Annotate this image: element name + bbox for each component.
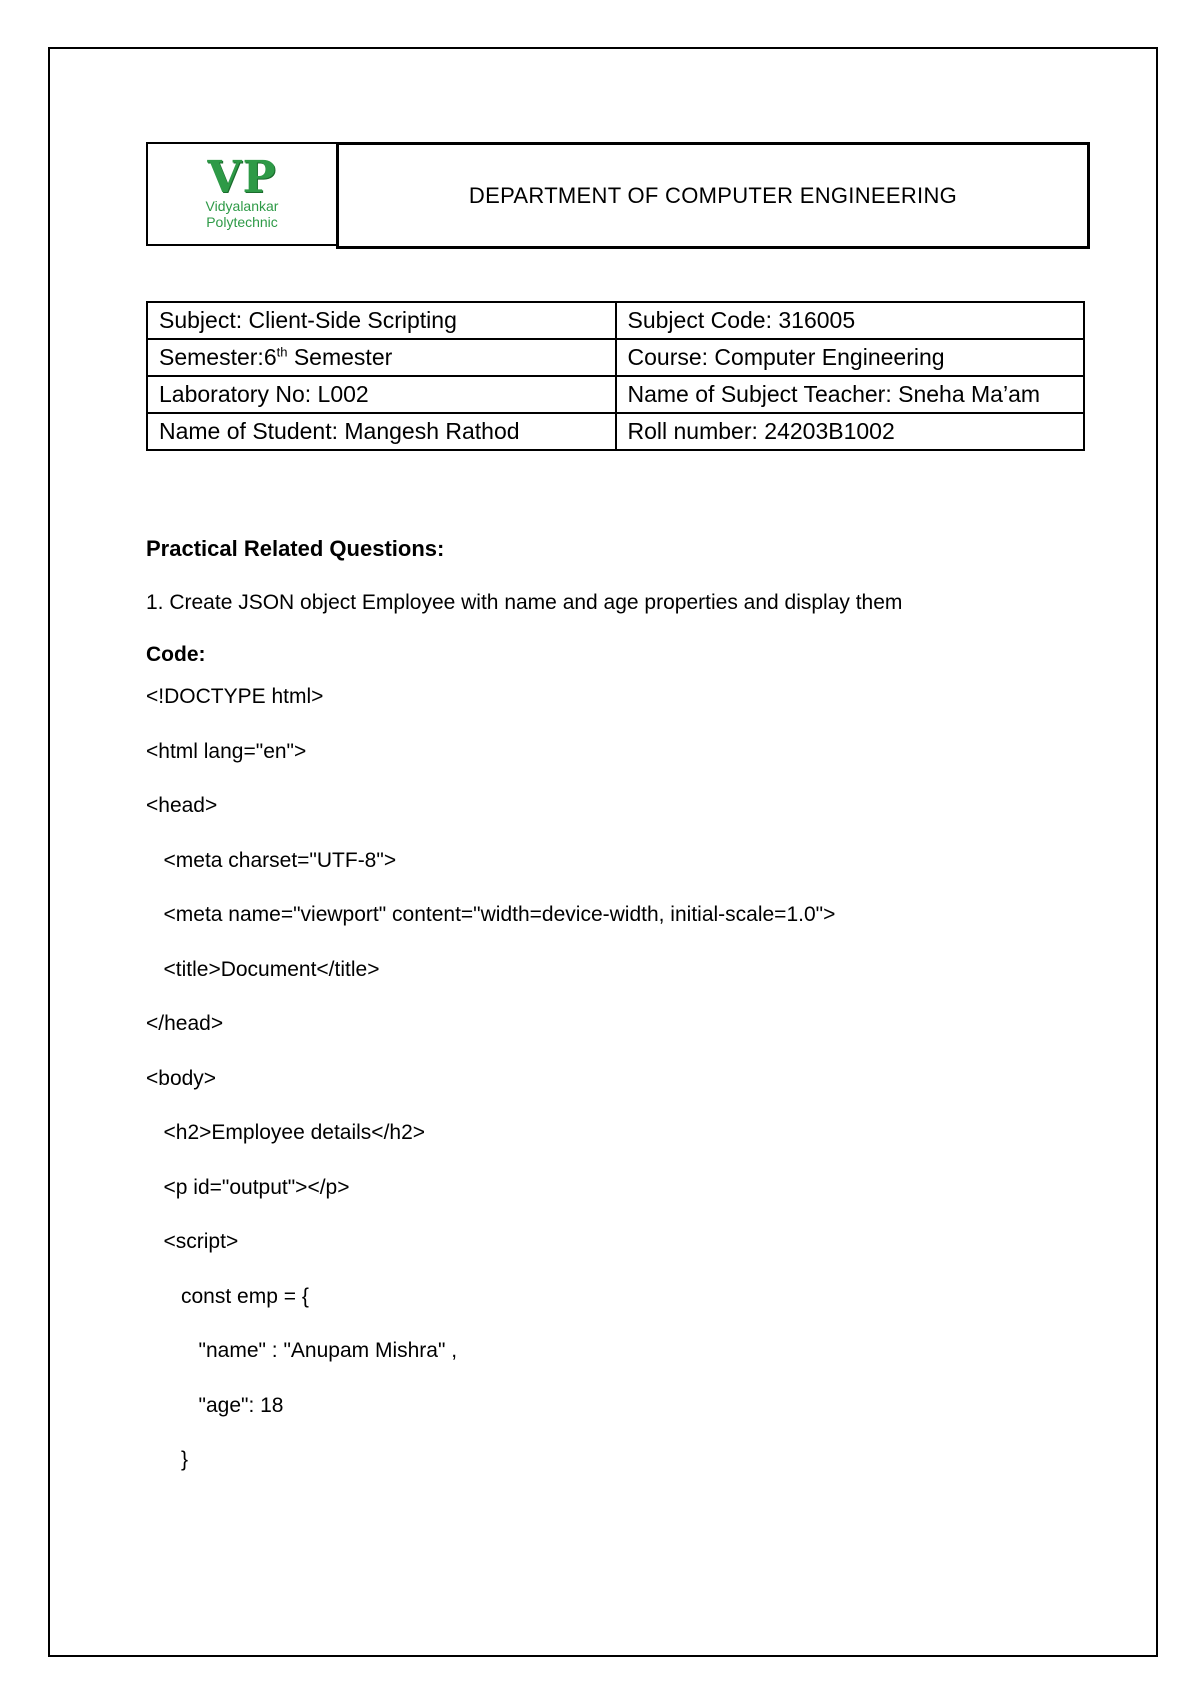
table-row: [147, 376, 1084, 413]
document-header: [146, 142, 1090, 250]
code-line: <script>: [146, 1230, 239, 1253]
code-line: "name" : "Anupam Mishra" ,: [146, 1339, 458, 1362]
question-text: 1. Create JSON object Employee with name and age properties and display them: [146, 591, 903, 614]
code-line: <html lang="en">: [146, 739, 307, 763]
code-line: <head>: [146, 794, 218, 817]
code-line: <body>: [146, 1066, 217, 1090]
code-line: }: [146, 1448, 189, 1471]
semester-prefix: Semester:6: [159, 344, 277, 370]
roll-cell: Roll number: 24203B1002: [616, 413, 1085, 450]
section-heading: Practical Related Questions:: [146, 536, 445, 561]
course-cell: Course: Computer Engineering: [616, 339, 1085, 376]
code-line: <p id="output"></p>: [146, 1175, 350, 1199]
subject-cell: Subject: Client-Side Scripting: [147, 302, 616, 339]
code-line: <meta name="viewport" content="width=device-width, initial-scale=1.0">: [146, 903, 836, 926]
institution-logo: [146, 142, 338, 246]
code-line: <h2>Employee details</h2>: [146, 1121, 426, 1144]
table-row: [147, 413, 1084, 450]
department-title: DEPARTMENT OF COMPUTER ENGINEERING: [468, 182, 958, 208]
code-line: "age": 18: [146, 1393, 284, 1417]
code-line: <meta charset="UTF-8">: [146, 848, 397, 872]
main-content: [146, 532, 1106, 1488]
subject-code-cell: Subject Code: 316005: [616, 302, 1085, 339]
student-cell: Name of Student: Mangesh Rathod: [147, 413, 616, 450]
logo-text-line1: Vidyalankar: [205, 198, 279, 214]
logo-mark: VP: [207, 152, 277, 203]
semester-cell: [147, 339, 616, 376]
lab-cell: Laboratory No: L002: [147, 376, 616, 413]
logo-text-line2: Polytechnic: [206, 214, 278, 230]
table-row: [147, 302, 1084, 339]
code-line: const emp = {: [146, 1284, 309, 1308]
info-table: [146, 301, 1085, 451]
code-label: Code:: [146, 643, 206, 666]
semester-superscript: th: [276, 344, 288, 360]
department-box: [336, 142, 1090, 249]
code-line: </head>: [146, 1012, 224, 1035]
code-listing: [146, 670, 1106, 1488]
code-line: <!DOCTYPE html>: [146, 685, 324, 708]
table-row: [147, 339, 1084, 376]
code-line: <title>Document</title>: [146, 957, 380, 981]
semester-suffix: Semester: [287, 344, 393, 370]
teacher-cell: Name of Subject Teacher: Sneha Ma’am: [616, 376, 1085, 413]
